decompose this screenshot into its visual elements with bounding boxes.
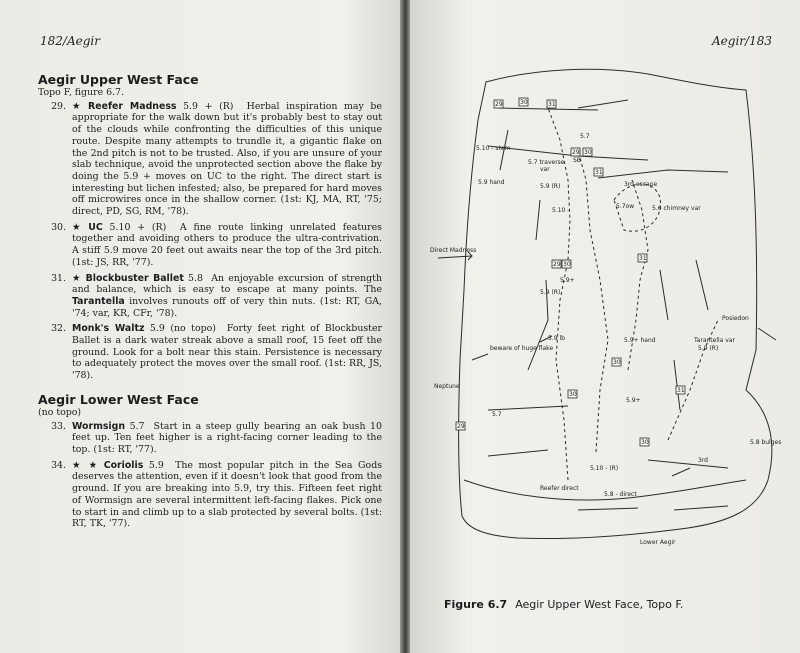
route-entry-32 — [38, 323, 382, 382]
topo-label: 3rd escape — [624, 181, 658, 188]
star-rating: ★ ★ — [72, 459, 100, 471]
route-descriptions — [38, 72, 382, 534]
topo-label: 3rd — [698, 457, 708, 464]
topo-label: 31 — [595, 169, 603, 176]
route-entry-33 — [38, 421, 382, 456]
topo-label: 5.9+ — [560, 277, 575, 284]
route-grade: 5.9 (no topo) — [149, 323, 216, 335]
topo-label: 30 — [569, 391, 577, 398]
topo-label: Direct Madness — [430, 247, 477, 254]
topo-label: var — [540, 166, 550, 173]
route-entry-31 — [38, 273, 382, 320]
route-text: Start in a steep gully bearing an oak bush 10 feet up. Ten feet higher is a right-facing corner leading to the top. (1st: RT, '77). — [72, 420, 382, 455]
topo-label: 29 — [553, 261, 561, 268]
route-number: 32. — [51, 323, 66, 335]
route-entry-29 — [38, 101, 382, 218]
topo-label: 5.8 bulges — [750, 439, 782, 446]
topo-label: Neptune — [434, 383, 460, 390]
topo-label: 5.7 — [580, 133, 590, 140]
topo-label: 5.9 lb — [548, 335, 565, 342]
route-entry-34 — [38, 460, 382, 530]
route-name: Coriolis — [103, 459, 144, 471]
topo-label: Reefer direct — [540, 485, 579, 492]
topo-label: 5.9 (R) — [540, 289, 561, 296]
star-rating: ★ — [72, 221, 85, 233]
figure-caption-text: Aegir Upper West Face, Topo F. — [515, 598, 684, 611]
topo-label: 5.9+ — [626, 397, 641, 404]
section-title-upper-west-face: Aegir Upper West Face — [38, 72, 199, 87]
right-running-head: Aegir/183 — [712, 34, 772, 48]
topo-label: 31 — [639, 255, 647, 262]
topo-label: 5.7 traverse — [528, 159, 565, 166]
right-page — [410, 0, 800, 653]
topo-label: 5.7ow — [616, 203, 635, 210]
topo-label: SB — [573, 157, 581, 164]
topo-label: 5.10 - stem — [476, 145, 511, 152]
route-number: 31. — [51, 272, 66, 284]
route-name: Monk's Waltz — [72, 323, 145, 335]
route-text: Herbal inspiration may be appropriate for the walk down but it's probably best to stay out of the clouds while confronting the difficulties of this unique route. Despite many attempts to trundle it, a gigantic flake on the 2nd pitch is not to be trusted. Also, if you are unsure of your slab technique, avoid the unprotected section above the flake by doing the 5.9 + moves on UC to the right. The direct start is interesting but lichen infested; also, be prepared for hard moves off microwires once in the shallow corner. (1st: KJ, MA, RT, '75; direct, PD, SG, RM, '78). — [72, 100, 382, 218]
left-running-head: 182/Aegir — [40, 34, 100, 48]
route-name: Blockbuster Ballet — [85, 272, 184, 284]
topo-label: 29 — [572, 149, 580, 156]
topo-label: 5.10 - (R) — [590, 465, 619, 472]
topo-label: 5.9+ hand — [624, 337, 656, 344]
route-grade: 5.7 — [129, 420, 145, 432]
topo-label: 31 — [677, 387, 685, 394]
variation-name: Tarantella — [72, 295, 125, 307]
route-number: 33. — [51, 420, 66, 432]
topo-label: 5.8 - direct — [604, 491, 637, 498]
route-name: Reefer Madness — [88, 100, 177, 112]
route-text: An enjoyable excursion of strength and balance, which is easy to escape at many points. The — [72, 272, 382, 296]
topo-label: 30 — [613, 359, 621, 366]
route-name: Wormsign — [72, 420, 126, 432]
route-number: 30. — [51, 221, 66, 233]
star-rating: ★ — [72, 272, 82, 284]
topo-label: beware of huge flake — [490, 345, 554, 352]
topo-label: Tarantella var — [694, 337, 735, 344]
section-title-lower-west-face: Aegir Lower West Face — [38, 391, 199, 407]
ledge-line — [488, 100, 728, 178]
route-text: A fine route linking unrelated features together and avoiding others to produce the ultra-contrivation. A stiff 5.9 move 20 feet out awaits near the top of the 3rd pitch. (1st: JS, RR, '77). — [72, 221, 382, 268]
topo-label: 30 — [520, 99, 528, 106]
topo-label: 29 — [457, 423, 465, 430]
route-grade: 5.10 + (R) — [109, 221, 167, 233]
topo-diagram — [428, 60, 786, 580]
topo-label: 30 — [563, 261, 571, 268]
section-subtitle: Topo F, figure 6.7. — [38, 87, 124, 98]
topo-label: 5.6 chimney var — [652, 205, 701, 212]
route-line-uc — [578, 150, 608, 452]
section-subtitle: (no topo) — [38, 406, 82, 418]
route-number: 29. — [51, 100, 66, 112]
topo-label: 5.10 - — [552, 207, 570, 214]
route-name: UC — [88, 221, 103, 233]
topo-label: 30 — [584, 149, 592, 156]
topo-label: 5.7 — [492, 411, 502, 418]
route-text: The most popular pitch in the Sea Gods deserves the attention, even if it doesn't look that good from the ground. If you are breaking into 5.9, try this. Fifteen feet right of Wormsign are several intermittent left-facing flakes. Pick one to start in and climb up to a slab protected by several bolts. (1st: RT, TK, '77). — [72, 459, 383, 530]
topo-label: 31 — [548, 101, 556, 108]
route-grade: 5.9 + (R) — [183, 100, 234, 112]
route-text-continued: involves runouts off of very thin nuts. (1st: RT, GA, '74; var, KR, CFr, '78). — [72, 295, 382, 319]
topo-label: 5.9 (R) — [540, 183, 561, 190]
arrow — [438, 252, 776, 476]
route-text: Forty feet right of Blockbuster Ballet is a dark water streak above a small roof, 15 feet off the ground. Look for a bolt near this stain. Persistence is necessary to adequately protect the moves over the small roof. (1st: RR, JS, '78). — [72, 323, 382, 382]
topo-label: Lower Aegir — [640, 539, 676, 546]
route-number: 34. — [51, 459, 66, 471]
topo-label: 30 — [641, 439, 649, 446]
topo-label: Posiedon — [722, 315, 749, 322]
route-entry-30 — [38, 222, 382, 269]
topo-label: 29 — [495, 101, 503, 108]
star-rating: ★ — [72, 100, 85, 112]
topo-label: 5.9 hand — [478, 179, 505, 186]
figure-caption — [444, 598, 683, 611]
route-grade: 5.8 — [188, 272, 203, 284]
figure-label: Figure 6.7 — [444, 598, 508, 611]
route-grade: 5.9 — [148, 459, 164, 471]
topo-label: 5.9 (R) — [698, 345, 719, 352]
